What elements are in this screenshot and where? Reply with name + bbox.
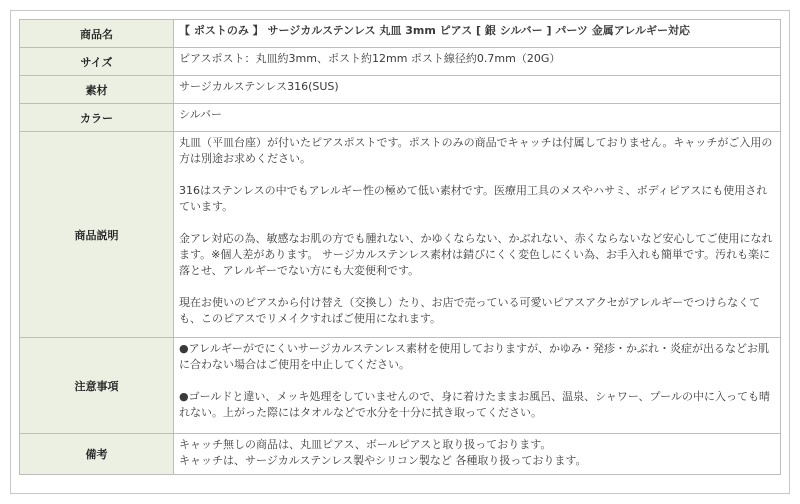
spec-row-color [20,104,781,132]
spec-label-size: サイズ [20,48,174,76]
spec-row-size [20,48,781,76]
description-paragraph: 丸皿（平皿台座）が付いたピアスポストです。ポストのみの商品でキャッチは付属しておりません。キャッチがご入用の方は別途お求めください。 [179,136,773,165]
spec-label-name: 商品名 [20,20,174,48]
product-name-value: 【 ポストのみ 】 サージカルステンレス 丸皿 3mm ピアス [ 銀 シルバー ] パーツ 金属アレルギー対応 [174,20,781,48]
description-paragraph: 316はステンレスの中でもアレルギー性の極めて低い素材です。医療用工具のメスやハサミ、ボディピアスにも使用されています。 [179,184,768,213]
color-value: シルバー [174,104,781,132]
material-value: サージカルステンレス316(SUS) [174,76,781,104]
product-spec-table [19,19,781,475]
spec-label-material: 素材 [20,76,174,104]
spec-row-name [20,20,781,48]
remarks-value [174,434,781,475]
description-paragraph: 金アレ対応の為、敏感なお肌の方でも腫れない、かゆくならない、かぶれない、赤くならないなど安心してご使用になれます。※個人差があります。 サージカルステンレス素材は錆びにくく変色しにくい為、お手入れも簡単です。汚れも楽に落とせ、アレルギーでない方にも大変便利です。 [179,232,773,277]
spec-row-material [20,76,781,104]
notes-value [174,338,781,434]
remarks-line: キャッチは、サージカルステンレス製やシリコン製など 各種取り扱っております。 [179,454,587,467]
notes-paragraph: ●ゴールドと違い、メッキ処理をしていませんので、身に着けたままお風呂、温泉、シャワー、プールの中に入っても晴れない。上がった際にはタオルなどで水分を十分に拭き取ってください。 [179,390,770,419]
spec-label-notes: 注意事項 [20,338,174,434]
spec-label-color: カラー [20,104,174,132]
product-spec-frame [10,10,790,494]
description-paragraph: 現在お使いのピアスから付け替え（交換し）たり、お店で売っている可愛いピアスアクセがアレルギーでつけらなくても、このピアスでリメイクすればご使用になれます。 [179,296,761,325]
description-value [174,132,781,338]
notes-paragraph: ●アレルギーがでにくいサージカルステンレス素材を使用しておりますが、かゆみ・発疹・かぶれ・炎症が出るなどお肌に合わない場合はご使用を中止してください。 [179,342,769,371]
spec-label-remarks: 備考 [20,434,174,475]
spec-row-description [20,132,781,338]
size-value: ピアスポスト：丸皿約3mm、ポスト約12mm ポスト線径約0.7mm（20G） [174,48,781,76]
remarks-line: キャッチ無しの商品は、丸皿ピアス、ボールピアスと取り扱っております。 [179,438,552,451]
spec-row-remarks [20,434,781,475]
spec-row-notes [20,338,781,434]
spec-label-description: 商品説明 [20,132,174,338]
